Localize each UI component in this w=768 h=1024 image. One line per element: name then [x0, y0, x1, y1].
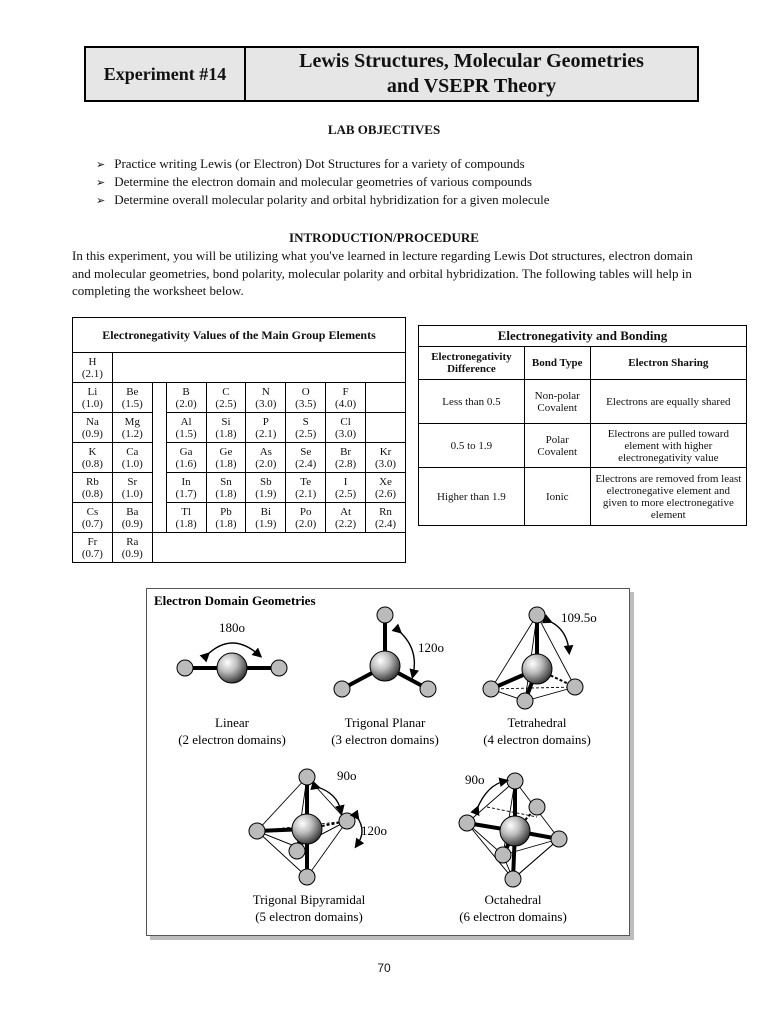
element-symbol: C: [222, 385, 230, 398]
element-cell: [166, 383, 206, 413]
element-value: (3.0): [255, 397, 277, 410]
blank-cell: [112, 353, 405, 383]
eb-table-title: Electronegativity and Bonding: [419, 326, 747, 347]
element-symbol: Li: [87, 385, 98, 398]
element-value: (0.9): [81, 427, 103, 440]
element-cell: [73, 413, 113, 443]
eb-cell: Less than 0.5: [419, 380, 525, 424]
element-symbol: K: [88, 445, 97, 458]
element-value: (2.0): [255, 457, 277, 470]
element-value: (2.1): [295, 487, 317, 500]
element-cell: [112, 383, 152, 413]
element-cell: [286, 503, 326, 533]
element-value: (2.8): [335, 457, 357, 470]
title-line-1: Lewis Structures, Molecular Geometries: [299, 50, 644, 72]
element-symbol: At: [340, 505, 352, 518]
element-value: (3.0): [335, 427, 357, 440]
element-cell: [206, 473, 246, 503]
element-symbol: Ba: [126, 505, 139, 518]
element-cell: [246, 503, 286, 533]
group-gap: [152, 413, 166, 443]
intro-text-block: [72, 247, 712, 300]
element-cell: [326, 383, 366, 413]
element-cell: [326, 503, 366, 533]
trigonal-planar-geometry-diagram: [334, 607, 444, 697]
element-value: (1.9): [255, 487, 277, 500]
eb-cell: Electrons are pulled toward element with higher electronegativity value: [590, 424, 746, 468]
eb-header-bond-type: Bond Type: [524, 347, 590, 380]
trigonal-bipyramidal-domains-label: (5 electron domains): [255, 909, 363, 924]
element-cell: [206, 413, 246, 443]
element-symbol: Ra: [126, 535, 139, 548]
element-value: (1.8): [175, 517, 197, 530]
group-gap: [152, 473, 166, 503]
tetrahedral-geometry-diagram: [483, 607, 597, 709]
trigonal-bipyramidal-label: Trigonal Bipyramidal: [252, 892, 366, 907]
eb-header-difference: Electronegativity Difference: [419, 347, 525, 380]
element-symbol: Be: [126, 385, 139, 398]
element-value: (0.8): [81, 457, 103, 470]
eb-cell: 0.5 to 1.9: [419, 424, 525, 468]
octahedral-angle-label: 90o: [465, 772, 485, 787]
element-symbol: S: [302, 415, 309, 428]
element-value: (2.5): [335, 487, 357, 500]
element-value: (1.0): [81, 397, 103, 410]
intro-paragraph: In this experiment, you will be utilizing what you've learned in lecture regarding Lewis Dot structures, electron domain and molecular geometries, bond polarity, molecular polarity and orbital hybridization. The following tables will help in completing the worksheet below.: [72, 248, 693, 298]
experiment-header: [84, 46, 699, 102]
element-symbol: Ca: [126, 445, 139, 458]
eb-cell: Non-polar Covalent: [524, 380, 590, 424]
element-cell: [286, 413, 326, 443]
element-symbol: Pb: [220, 505, 232, 518]
tetrahedral-label: Tetrahedral: [507, 715, 567, 730]
element-cell: [73, 473, 113, 503]
element-cell: [166, 413, 206, 443]
linear-geometry-diagram: [177, 620, 287, 683]
element-symbol: Tl: [181, 505, 191, 518]
element-cell: [246, 443, 286, 473]
element-cell: [73, 383, 113, 413]
element-cell: [246, 413, 286, 443]
tetrahedral-angle-label: 109.5o: [561, 610, 597, 625]
element-value: (0.8): [81, 487, 103, 500]
element-value: (1.5): [121, 397, 143, 410]
element-symbol: Mg: [124, 415, 140, 428]
element-value: (2.5): [215, 397, 237, 410]
element-symbol: Br: [340, 445, 352, 458]
element-symbol: N: [261, 385, 270, 398]
element-value: (2.4): [295, 457, 317, 470]
element-cell: [73, 443, 113, 473]
element-symbol: F: [342, 385, 349, 398]
element-symbol: Kr: [379, 445, 392, 458]
intro-heading: INTRODUCTION/PROCEDURE: [289, 230, 479, 245]
tetrahedral-domains-label: (4 electron domains): [483, 732, 591, 747]
element-symbol: Ga: [179, 445, 193, 458]
element-cell: [366, 443, 406, 473]
element-value: (1.0): [121, 487, 143, 500]
element-value: (2.1): [255, 427, 277, 440]
trigonal-planar-label: Trigonal Planar: [344, 715, 426, 730]
element-value: (0.7): [81, 547, 103, 560]
trigonal-planar-domains-label: (3 electron domains): [331, 732, 439, 747]
element-cell: [246, 383, 286, 413]
element-symbol: Po: [299, 505, 312, 518]
element-cell: [366, 383, 406, 413]
eb-cell: Electrons are equally shared: [590, 380, 746, 424]
element-cell: [366, 473, 406, 503]
eb-header-sharing: Electron Sharing: [590, 347, 746, 380]
element-cell: [73, 533, 113, 563]
element-symbol: O: [301, 385, 310, 398]
element-symbol: Sn: [220, 475, 232, 488]
group-gap: [152, 503, 166, 533]
element-value: (4.0): [335, 397, 357, 410]
element-value: (2.1): [81, 367, 103, 380]
element-symbol: Sb: [260, 475, 272, 488]
element-symbol: I: [343, 475, 348, 488]
element-value: (1.0): [121, 457, 143, 470]
tbp-axial-angle-label: 90o: [337, 768, 357, 783]
element-value: (3.5): [295, 397, 317, 410]
linear-label: Linear: [215, 715, 249, 730]
element-cell: [326, 473, 366, 503]
element-value: (1.8): [215, 517, 237, 530]
element-value: (2.2): [335, 517, 357, 530]
element-value: (1.8): [215, 457, 237, 470]
element-symbol: Cs: [86, 505, 99, 518]
element-symbol: Cl: [340, 415, 351, 428]
eb-cell: Polar Covalent: [524, 424, 590, 468]
element-cell: [112, 413, 152, 443]
element-cell: [326, 413, 366, 443]
element-value: (1.9): [255, 517, 277, 530]
element-value: (3.0): [374, 457, 397, 470]
element-cell: [246, 473, 286, 503]
element-cell: [286, 383, 326, 413]
linear-angle-label: 180o: [219, 620, 245, 635]
element-cell: [286, 443, 326, 473]
octahedral-label: Octahedral: [484, 892, 542, 907]
linear-domains-label: (2 electron domains): [178, 732, 286, 747]
electron-domain-geometries-figure: [146, 588, 630, 936]
objective-item: ➢ Determine the electron domain and molecular geometries of various compounds: [96, 173, 550, 191]
en-table-title: Electronegativity Values of the Main Group Elements: [73, 318, 406, 353]
element-symbol: Bi: [260, 505, 272, 518]
figure-title: Electron Domain Geometries: [154, 593, 316, 608]
element-value: (0.9): [121, 517, 143, 530]
title-line-2: and VSEPR Theory: [386, 75, 557, 97]
tbp-equatorial-angle-label: 120o: [361, 823, 387, 838]
element-value: (1.5): [175, 427, 197, 440]
element-cell: [286, 473, 326, 503]
element-symbol: Fr: [87, 535, 98, 548]
element-symbol: Se: [300, 445, 312, 458]
element-cell: [206, 443, 246, 473]
element-cell: [206, 383, 246, 413]
element-symbol: B: [182, 385, 190, 398]
element-value: (2.6): [374, 487, 397, 500]
eb-cell: Electrons are removed from least electronegative element and given to more electronegative element: [590, 468, 746, 526]
element-symbol: Rn: [379, 505, 392, 518]
element-value: (1.2): [121, 427, 143, 440]
objective-item: ➢ Practice writing Lewis (or Electron) Dot Structures for a variety of compounds: [96, 155, 550, 173]
element-cell: [112, 503, 152, 533]
blank-cell: [152, 533, 405, 563]
element-cell: [206, 503, 246, 533]
experiment-number: Experiment #14: [86, 48, 246, 100]
element-symbol: Ge: [219, 445, 233, 458]
trigonal-bipyramidal-geometry-diagram: [249, 768, 387, 885]
element-symbol: Sr: [127, 475, 138, 488]
trigonal-planar-angle-label: 120o: [418, 640, 444, 655]
element-symbol: Rb: [86, 475, 99, 488]
eb-cell: Ionic: [524, 468, 590, 526]
element-value: (1.6): [175, 457, 197, 470]
electronegativity-bonding-table: [418, 325, 747, 526]
element-value: (2.0): [175, 397, 197, 410]
group-gap: [152, 383, 166, 413]
eb-cell: Higher than 1.9: [419, 468, 525, 526]
experiment-title: [246, 48, 697, 100]
element-symbol: Te: [300, 475, 312, 488]
element-cell: [366, 413, 406, 443]
element-cell: [166, 503, 206, 533]
octahedral-geometry-diagram: [459, 772, 567, 887]
objective-item: ➢ Determine overall molecular polarity and orbital hybridization for a given molecule: [96, 191, 550, 209]
element-cell: [166, 473, 206, 503]
element-cell: [112, 473, 152, 503]
element-symbol: Si: [221, 415, 231, 428]
page-number: 70: [377, 961, 391, 975]
element-value: (1.8): [215, 427, 237, 440]
element-value: (1.7): [175, 487, 197, 500]
element-symbol: Al: [180, 415, 192, 428]
element-cell: [73, 353, 113, 383]
octahedral-domains-label: (6 electron domains): [459, 909, 567, 924]
element-value: (2.5): [295, 427, 317, 440]
element-symbol: Na: [86, 415, 99, 428]
element-cell: [112, 443, 152, 473]
element-value: (0.7): [81, 517, 103, 530]
element-cell: [73, 503, 113, 533]
element-value: (0.9): [121, 547, 143, 560]
objectives-heading: LAB OBJECTIVES: [327, 122, 441, 137]
element-symbol: In: [181, 475, 191, 488]
element-cell: [112, 533, 152, 563]
element-cell: [326, 443, 366, 473]
element-symbol: As: [259, 445, 272, 458]
element-value: (2.0): [295, 517, 317, 530]
element-symbol: Xe: [379, 475, 392, 488]
group-gap: [152, 443, 166, 473]
objectives-list: [96, 155, 550, 209]
element-symbol: H: [88, 355, 97, 368]
element-value: (1.8): [215, 487, 237, 500]
electronegativity-values-table: [72, 317, 406, 563]
element-cell: [366, 503, 406, 533]
element-value: (2.4): [374, 517, 397, 530]
element-symbol: P: [262, 415, 269, 428]
element-cell: [166, 443, 206, 473]
